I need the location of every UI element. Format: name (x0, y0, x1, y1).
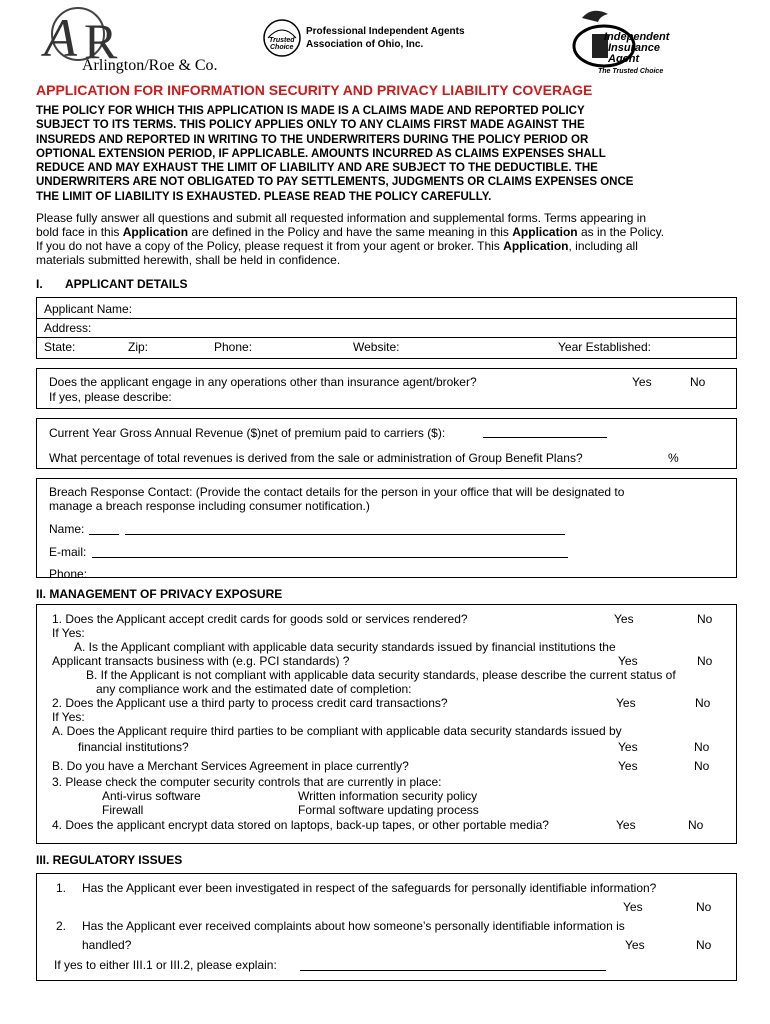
svg-text:R: R (84, 13, 118, 66)
q2-1-no[interactable]: No (697, 612, 713, 626)
section-2-body (36, 604, 737, 844)
q2-2a: A. Does the Applicant require third parties to be compliant with applicable data security standards issued by (52, 724, 622, 738)
q2-2a: financial institutions? (78, 740, 189, 754)
breach-instructions: Breach Response Contact: (Provide the contact details for the person in your office that will be designated to (49, 485, 625, 499)
group-benefit-question: What percentage of total revenues is derived from the sale or administration of Group Benefit Plans? (49, 451, 583, 465)
zip-field[interactable]: Zip: (128, 340, 149, 354)
trusted-choice-seal-icon (262, 18, 302, 58)
q2-1-yes[interactable]: Yes (614, 612, 634, 626)
explain-label: If yes to either III.1 or III.2, please explain: (54, 958, 277, 972)
q3-2-yes[interactable]: Yes (625, 938, 645, 952)
notice-line: THE LIMIT OF LIABILITY IS EXHAUSTED. PLEASE READ THE POLICY CAREFULLY. (36, 190, 492, 203)
q2-1a-yes[interactable]: Yes (618, 654, 638, 668)
breach-phone-label: Phone: (49, 567, 88, 578)
breach-email-input[interactable] (92, 557, 568, 558)
q2-2a-no[interactable]: No (694, 740, 710, 754)
svg-text:Trusted: Trusted (269, 37, 295, 44)
notice-line: UNDERWRITERS ARE NOT OBLIGATED TO PAY SETTLEMENTS, JUDGMENTS OR CLAIMS EXPENSES ONCE (36, 176, 634, 189)
applicant-name-field[interactable]: Applicant Name: (44, 302, 133, 316)
q3-2-no[interactable]: No (696, 938, 712, 952)
breach-name-input[interactable] (125, 534, 565, 535)
intro-line: Please fully answer all questions and submit all requested information and supplemental forms. Terms appearing in (36, 211, 647, 225)
control-written-policy[interactable]: Written information security policy (298, 789, 478, 803)
iia-line3: Agent (608, 53, 640, 65)
iia-line1: Independent (604, 31, 670, 43)
svg-text:A: A (44, 8, 77, 66)
notice-line: INSUREDS AND REPORTED IN WRITING TO THE UNDERWRITERS DURING THE POLICY PERIOD OR (36, 133, 589, 146)
notice-line: REDUCE AND MAY EXHAUST THE LIMIT OF LIABILITY AND ARE SUBJECT TO THE DEDUCTIBLE. THE (36, 162, 598, 175)
q2-1: 1. Does the Applicant accept credit cards for goods sold or services rendered? (52, 612, 468, 626)
q3-2: handled? (82, 938, 132, 952)
section-3-heading: III. REGULATORY ISSUES (36, 853, 183, 867)
phone-field[interactable]: Phone: (214, 340, 253, 354)
group-benefit-percent[interactable]: % (668, 451, 679, 465)
independent-insurance-agent-logo (570, 4, 710, 78)
q2-2b-yes[interactable]: Yes (618, 759, 638, 773)
q2-1a: Applicant transacts business with (e.g. PCI standards) ? (52, 654, 350, 668)
control-firewall[interactable]: Firewall (102, 803, 144, 817)
divider (36, 337, 737, 338)
q2-1b: any compliance work and the estimated date of completion: (96, 682, 412, 696)
q2-2-yes[interactable]: Yes (616, 696, 636, 710)
revenue-input-line[interactable] (483, 437, 607, 438)
breach-name-input[interactable] (89, 534, 119, 535)
q2-2a-yes[interactable]: Yes (618, 740, 638, 754)
if-yes-label: If Yes: (52, 626, 85, 640)
intro-line: materials submitted herewith, shall be held in confidence. (36, 253, 341, 267)
q2-2-no[interactable]: No (695, 696, 711, 710)
q3-2: Has the Applicant ever received complaints about how someone’s personally identifiable information is (82, 919, 625, 933)
q2-4-yes[interactable]: Yes (616, 818, 636, 832)
control-software-update[interactable]: Formal software updating process (298, 803, 479, 817)
q2-1a-no[interactable]: No (697, 654, 713, 668)
year-established-field[interactable]: Year Established: (558, 340, 651, 354)
revenue-question: Current Year Gross Annual Revenue ($)net of premium paid to carriers ($): (49, 426, 446, 440)
breach-name-label: Name: (49, 522, 85, 536)
website-field[interactable]: Website: (353, 340, 400, 354)
q2-1b: B. If the Applicant is not compliant with applicable data security standards, please describe the current status of (86, 668, 676, 682)
section-1-number: I. (36, 277, 43, 291)
svg-text:Choice: Choice (270, 44, 294, 51)
intro-line: If you do not have a copy of the Policy, please request it from your agent or broker. This Application, including all (36, 239, 638, 253)
section-1-heading: APPLICANT DETAILS (65, 277, 188, 291)
intro-line: bold face in this Application are defined in the Policy and have the same meaning in this Application as in the Policy. (36, 225, 665, 239)
q2-2b-no[interactable]: No (694, 759, 710, 773)
notice-line: OPTIONAL EXTENSION PERIOD, IF APPLICABLE. AMOUNTS INCURRED AS CLAIMS EXPENSES SHALL (36, 147, 606, 160)
q3-1: Has the Applicant ever been investigated in respect of the safeguards for personally identifiable information? (82, 881, 657, 895)
divider (36, 318, 737, 319)
q2-2: 2. Does the Applicant use a third party to process credit card transactions? (52, 696, 448, 710)
arlington-roe-logo (36, 6, 236, 76)
breach-contact-box (36, 478, 737, 578)
notice-line: SUBJECT TO ITS TERMS. THIS POLICY APPLIES ONLY TO ANY CLAIMS FIRST MADE AGAINST THE (36, 119, 585, 132)
policy-notice (36, 104, 736, 204)
page-title: APPLICATION FOR INFORMATION SECURITY AND PRIVACY LIABILITY COVERAGE (36, 82, 593, 98)
q2-4: 4. Does the applicant encrypt data stored on laptops, back-up tapes, or other portable media? (52, 818, 549, 832)
breach-email-label: E-mail: (49, 545, 87, 559)
piaa-line1: Professional Independent Agents (306, 26, 465, 37)
q3-1-yes[interactable]: Yes (623, 900, 643, 914)
address-field[interactable]: Address: (44, 321, 92, 335)
explain-input-line[interactable] (300, 970, 606, 971)
state-field[interactable]: State: (44, 340, 76, 354)
operations-yes-option[interactable]: Yes (632, 375, 652, 389)
piaa-logo (262, 18, 472, 58)
iia-tagline: The Trusted Choice (598, 68, 664, 75)
q3-2-number: 2. (56, 919, 67, 933)
operations-question: Does the applicant engage in any operations other than insurance agent/broker? (49, 375, 477, 389)
company-name: Arlington/Roe & Co. (82, 57, 218, 74)
iia-line2: Insurance (608, 42, 660, 54)
section-2-heading: II. MANAGEMENT OF PRIVACY EXPOSURE (36, 587, 283, 601)
q2-3: 3. Please check the computer security controls that are currently in place: (52, 775, 442, 789)
q3-1-no[interactable]: No (696, 900, 712, 914)
control-antivirus[interactable]: Anti-virus software (102, 789, 201, 803)
operations-describe-field[interactable]: If yes, please describe: (49, 390, 172, 404)
section-3-body (36, 873, 737, 981)
q2-4-no[interactable]: No (688, 818, 704, 832)
piaa-line2: Association of Ohio, Inc. (306, 39, 424, 50)
if-yes-label: If Yes: (52, 710, 85, 724)
q2-2b: B. Do you have a Merchant Services Agreement in place currently? (52, 759, 409, 773)
operations-no-option[interactable]: No (690, 375, 706, 389)
q2-1a: A. Is the Applicant compliant with applicable data security standards issued by financial institutions the (74, 640, 616, 654)
q3-1-number: 1. (56, 881, 67, 895)
breach-instructions: manage a breach response including consumer notification.) (49, 499, 370, 513)
notice-line: THE POLICY FOR WHICH THIS APPLICATION IS MADE IS A CLAIMS MADE AND REPORTED POLICY (36, 105, 585, 117)
intro-paragraph (36, 211, 736, 267)
